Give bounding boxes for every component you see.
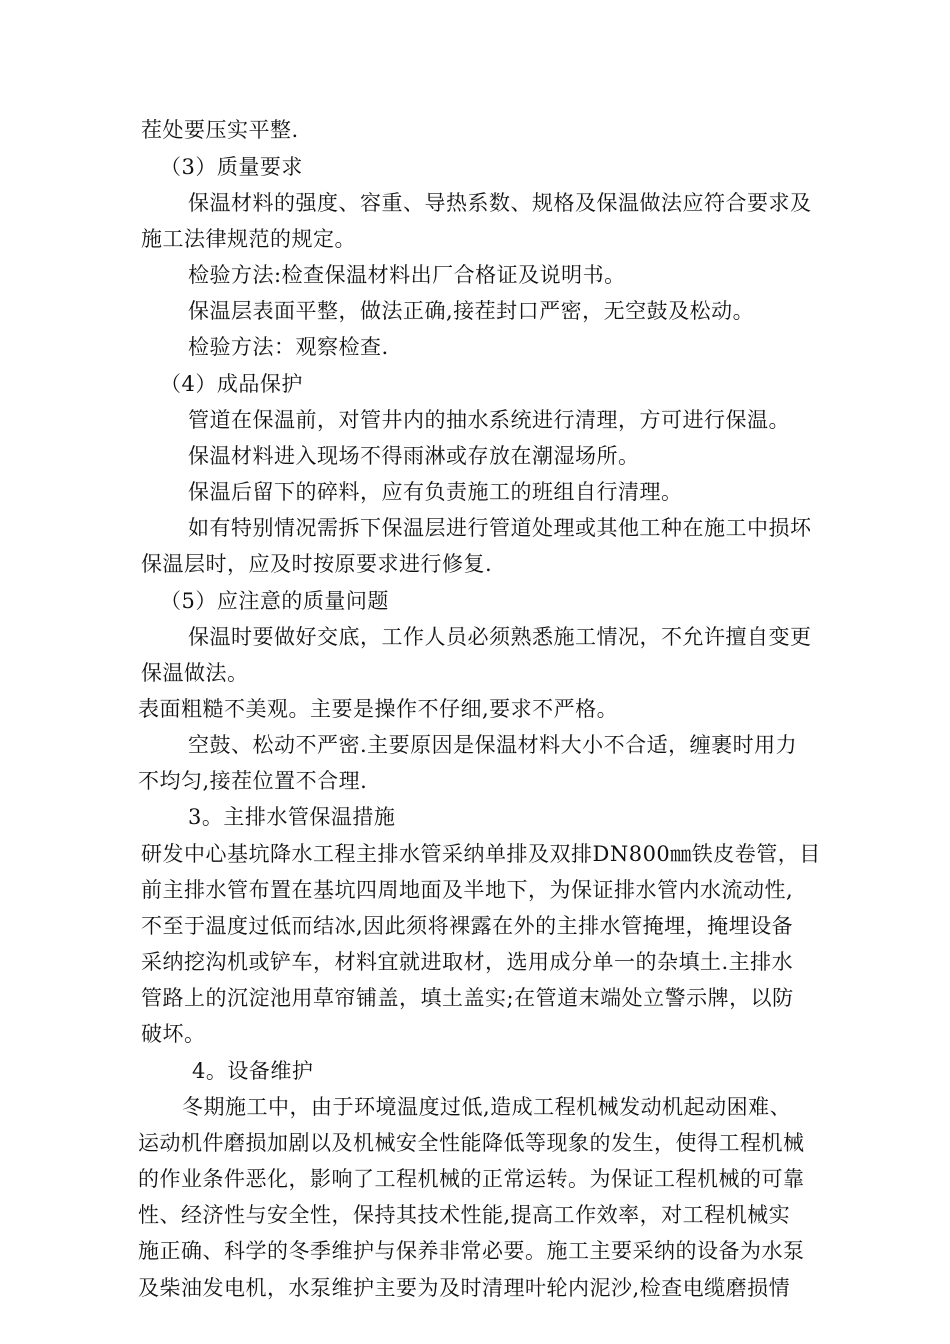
paragraph-line: 保温做法。 [141,661,249,685]
paragraph-line: 管路上的沉淀池用草帘铺盖，填土盖实;在管道末端处立警示牌，以防 [141,986,794,1010]
paragraph-line: 保温后留下的碎料，应有负责施工的班组自行清理。 [188,480,683,504]
paragraph-line: 保温材料的强度、容重、导热系数、规格及保温做法应符合要求及 [188,191,812,215]
paragraph-line: 施正确、科学的冬季维护与保养非常必要。施工主要采纳的设备为水泵 [138,1239,805,1263]
paragraph-line: 保温时要做好交底，工作人员必须熟悉施工情况，不允许擅自变更 [188,625,812,649]
paragraph-line: 及柴油发电机，水泵维护主要为及时清理叶轮内泥沙,检查电缆磨损情 [138,1276,791,1300]
paragraph-line: 茬处要压实平整. [141,118,299,142]
section-heading: 3。主排水管保温措施 [188,805,396,829]
paragraph-line: 破坏。 [141,1022,206,1046]
paragraph-line: 保温层表面平整，做法正确,接茬封口严密，无空鼓及松动。 [188,299,755,323]
paragraph-line: 冬期施工中，由于环境温度过低,造成工程机械发动机起动困难、 [182,1095,792,1119]
paragraph-line: 采纳挖沟机或铲车，材料宜就进取材，选用成分单一的杂填土.主排水 [141,950,794,974]
paragraph-line: 如有特别情况需拆下保温层进行管道处理或其他工种在施工中损坏 [188,516,812,540]
paragraph-line: 施工法律规范的规定。 [141,227,356,251]
paragraph-line: 保温层时，应及时按原要求进行修复. [141,552,493,576]
paragraph-line: 保温材料进入现场不得雨淋或存放在潮湿场所。 [188,444,640,468]
paragraph-line: 前主排水管布置在基坑四周地面及半地下，为保证排水管内水流动性, [141,878,794,902]
paragraph-line: 不至于温度过低而结冰,因此须将裸露在外的主排水管掩埋，掩埋设备 [141,914,794,938]
paragraph-line: 空鼓、松动不严密.主要原因是保温材料大小不合适，缠裹时用力 [188,733,798,757]
paragraph-line: 管道在保温前，对管井内的抽水系统进行清理，方可进行保温。 [188,408,790,432]
paragraph-line: 的作业条件恶化，影响了工程机械的正常运转。为保证工程机械的可靠 [138,1167,805,1191]
section-heading: （3）质量要求 [160,155,303,179]
section-heading: （5）应注意的质量问题 [160,589,389,613]
paragraph-line: 不均匀,接茬位置不合理. [138,769,368,793]
paragraph-line: 检验方法：观察检查. [188,335,389,359]
paragraph-line: 表面粗糙不美观。主要是操作不仔细,要求不严格。 [138,697,619,721]
section-heading: 4。设备维护 [192,1059,314,1083]
paragraph-line: 研发中心基坑降水工程主排水管采纳单排及双排DN800㎜铁皮卷管，目 [141,842,821,866]
section-heading: （4）成品保护 [160,372,303,396]
paragraph-line: 检验方法:检查保温材料出厂合格证及说明书。 [188,263,626,287]
paragraph-line: 性、经济性与安全性，保持其技术性能,提高工作效率，对工程机械实 [138,1203,791,1227]
paragraph-line: 运动机件磨损加剧以及机械安全性能降低等现象的发生，使得工程机械 [138,1131,805,1155]
